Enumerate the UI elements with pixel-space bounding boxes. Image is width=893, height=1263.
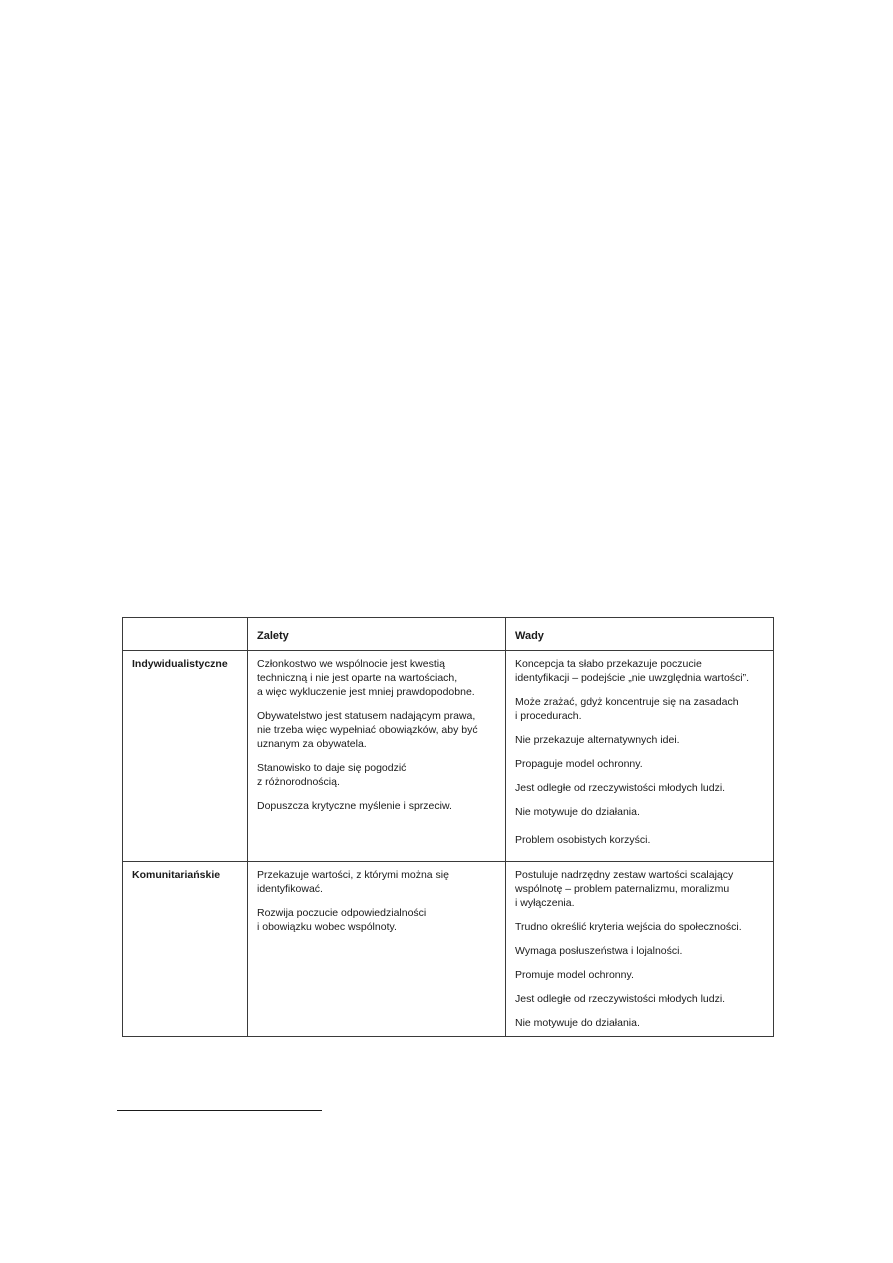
wady-item: Postuluje nadrzędny zestaw wartości scalający wspólnotę – problem paternalizmu, moralizmu i wyłączenia. — [515, 869, 734, 909]
wady-item: Jest odległe od rzeczywistości młodych ludzi. — [515, 993, 726, 1005]
wady-cell — [506, 862, 774, 1037]
row-label-komunitarianskie: Komunitariańskie — [123, 862, 248, 1037]
comparison-table — [122, 617, 774, 1037]
wady-item: Nie motywuje do działania. — [515, 806, 640, 818]
wady-item: Nie przekazuje alternatywnych idei. — [515, 734, 680, 746]
footnote-separator-line — [117, 1110, 322, 1111]
table-header-row — [123, 618, 774, 651]
wady-item: Promuje model ochronny. — [515, 969, 634, 981]
wady-item: Koncepcja ta słabo przekazuje poczucie identyfikacji – podejście „nie uwzględnia wartości”. — [515, 658, 750, 684]
zalety-cell — [248, 651, 506, 862]
comparison-table-container — [122, 617, 773, 1037]
zalety-item: Stanowisko to daje się pogodzić z różnorodnością. — [257, 762, 407, 788]
zalety-item: Rozwija poczucie odpowiedzialności i obowiązku wobec wspólnoty. — [257, 907, 427, 933]
zalety-item: Członkostwo we wspólnocie jest kwestią techniczną i nie jest oparte na wartościach, a więc wykluczenie jest mniej prawdopodobne. — [257, 658, 475, 698]
header-zalety: Zalety — [248, 618, 506, 651]
header-empty-cell — [123, 618, 248, 651]
wady-item: Wymaga posłuszeństwa i lojalności. — [515, 945, 683, 957]
zalety-item: Dopuszcza krytyczne myślenie i sprzeciw. — [257, 800, 452, 812]
wady-item: Może zrażać, gdyż koncentruje się na zasadach i procedurach. — [515, 696, 739, 722]
zalety-item: Obywatelstwo jest statusem nadającym prawa, nie trzeba więc wypełniać obowiązków, aby być uznanym za obywatela. — [257, 710, 478, 750]
wady-item: Trudno określić kryteria wejścia do społeczności. — [515, 921, 742, 933]
zalety-cell — [248, 862, 506, 1037]
wady-cell — [506, 651, 774, 862]
header-wady: Wady — [506, 618, 774, 651]
zalety-item: Przekazuje wartości, z którymi można się identyfikować. — [257, 869, 449, 895]
table-row — [123, 862, 774, 1037]
wady-item: Problem osobistych korzyści. — [515, 834, 651, 846]
wady-item: Jest odległe od rzeczywistości młodych ludzi. — [515, 782, 726, 794]
table-row — [123, 651, 774, 862]
wady-item: Nie motywuje do działania. — [515, 1017, 640, 1029]
wady-item: Propaguje model ochronny. — [515, 758, 643, 770]
row-label-indywidualistyczne: Indywidualistyczne — [123, 651, 248, 862]
